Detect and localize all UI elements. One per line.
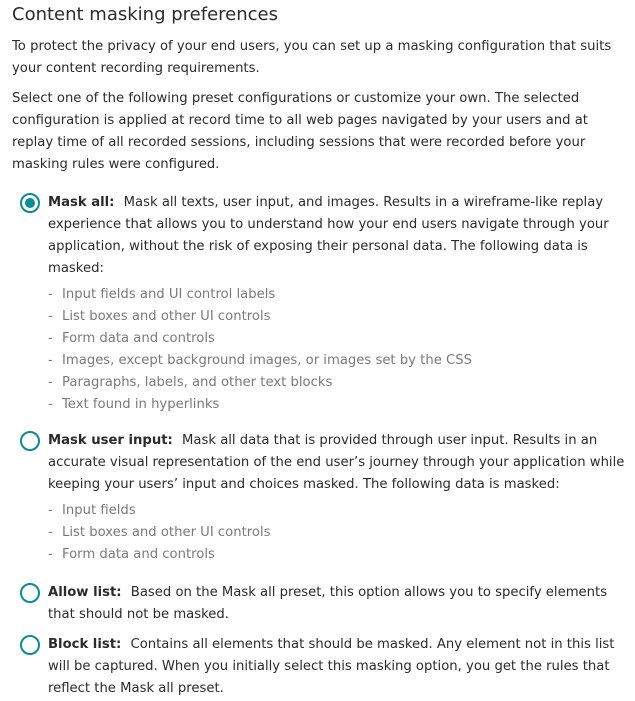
block-list-description: Contains all elements that should be masked. Any element not in this list will be captured. When you initially select this masking option, you get the rules that reflect the Mask all preset. xyxy=(48,637,615,696)
list-item: - List boxes and other UI controls xyxy=(48,306,630,328)
allow-list-radio[interactable] xyxy=(20,583,40,603)
mask-user-input-description: Mask all data that is provided through user input. Results in an accurate visual representation of the end user’s journey through your application while keeping your users’ input and choices masked. The following data is masked: xyxy=(48,433,625,492)
option-mask-user-input[interactable] xyxy=(12,430,630,566)
masking-options xyxy=(12,192,630,700)
mask-user-input-radio[interactable] xyxy=(20,431,40,451)
page-title: Content masking preferences xyxy=(12,4,278,25)
list-item: - Input fields xyxy=(48,500,630,522)
option-allow-list[interactable] xyxy=(12,582,630,626)
list-item: - Text found in hyperlinks xyxy=(48,394,630,416)
list-marker: - xyxy=(48,503,53,518)
description-paragraph: Select one of the following preset configurations or customize your own. The selected configuration is applied at record time to all web pages navigated by your users and at replay time of all recorded sessions, including sessions that were recorded before your masking rules were configured. xyxy=(12,91,588,172)
block-list-radio[interactable] xyxy=(20,635,40,655)
mask-user-input-list xyxy=(48,500,630,566)
option-block-list[interactable] xyxy=(12,634,630,700)
list-marker: - xyxy=(48,525,53,540)
mask-all-title: Mask all: xyxy=(48,195,115,210)
mask-user-input-title: Mask user input: xyxy=(48,433,173,448)
list-item: - Paragraphs, labels, and other text blocks xyxy=(48,372,630,394)
list-item: - Images, except background images, or images set by the CSS xyxy=(48,350,630,372)
list-marker: - xyxy=(48,287,53,302)
allow-list-text xyxy=(48,582,630,626)
mask-all-description: Mask all texts, user input, and images. Results in a wireframe-like replay experience that allows you to understand how your end users navigate through your application, without the risk of exposing their personal data. The following data is masked: xyxy=(48,195,609,276)
list-marker: - xyxy=(48,309,53,324)
intro-paragraph: To protect the privacy of your end users, you can set up a masking configuration that suits your content recording requirements. xyxy=(12,39,612,76)
list-marker: - xyxy=(48,397,53,412)
mask-all-text xyxy=(48,192,630,280)
list-marker: - xyxy=(48,375,53,390)
list-marker: - xyxy=(48,353,53,368)
allow-list-description: Based on the Mask all preset, this option allows you to specify elements that should not be masked. xyxy=(48,585,608,622)
list-item: - Form data and controls xyxy=(48,328,630,350)
content-masking-panel xyxy=(12,0,630,700)
allow-list-title: Allow list: xyxy=(48,585,122,600)
list-item: - Input fields and UI control labels xyxy=(48,284,630,306)
mask-all-radio[interactable] xyxy=(20,193,40,213)
list-marker: - xyxy=(48,547,53,562)
list-marker: - xyxy=(48,331,53,346)
list-item: - Form data and controls xyxy=(48,544,630,566)
mask-all-list xyxy=(48,284,630,416)
list-item: - List boxes and other UI controls xyxy=(48,522,630,544)
block-list-title: Block list: xyxy=(48,637,122,652)
block-list-text xyxy=(48,634,630,700)
mask-user-input-text xyxy=(48,430,630,496)
option-mask-all[interactable] xyxy=(12,192,630,416)
